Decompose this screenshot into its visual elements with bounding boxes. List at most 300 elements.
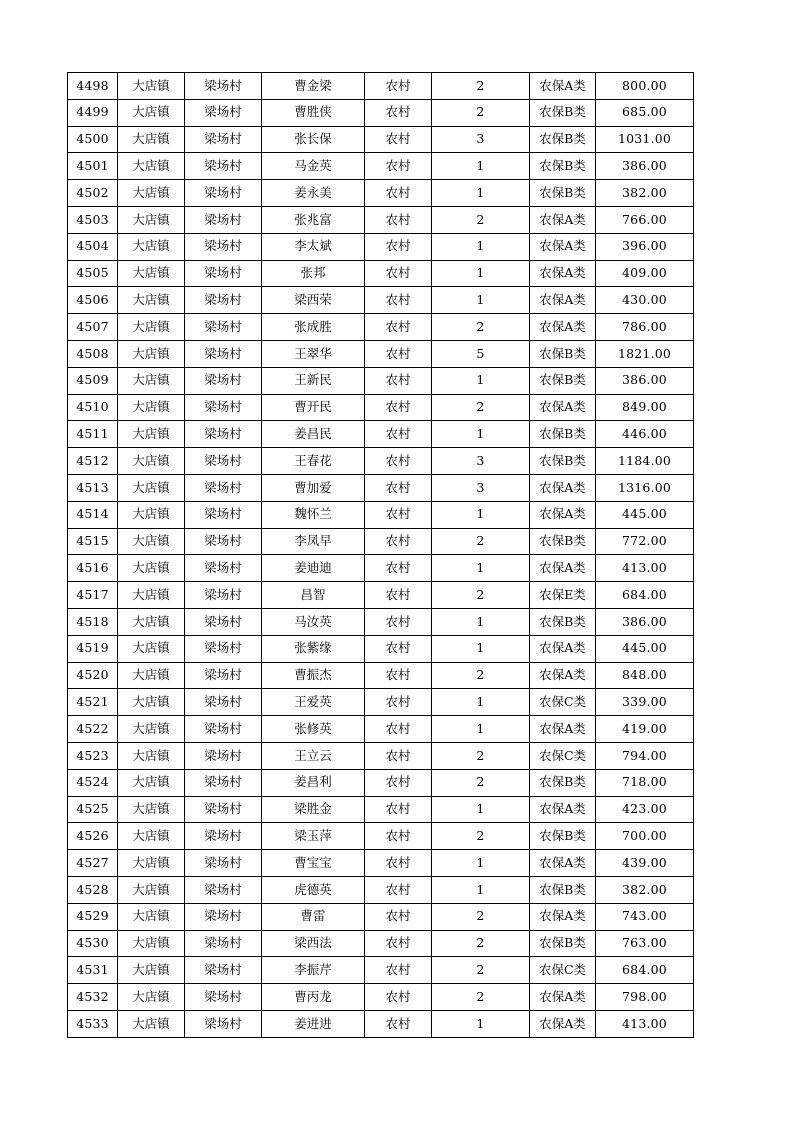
name-cell: 王爱英 bbox=[262, 689, 365, 716]
area-type-cell: 农村 bbox=[365, 73, 432, 100]
amount-cell: 386.00 bbox=[596, 367, 694, 394]
town-cell: 大店镇 bbox=[118, 850, 185, 877]
area-type-cell: 农村 bbox=[365, 689, 432, 716]
area-type-cell: 农村 bbox=[365, 260, 432, 287]
town-cell: 大店镇 bbox=[118, 796, 185, 823]
insurance-category-cell: 农保B类 bbox=[530, 769, 596, 796]
village-cell: 梁场村 bbox=[185, 850, 262, 877]
town-cell: 大店镇 bbox=[118, 984, 185, 1011]
name-cell: 曹振杰 bbox=[262, 662, 365, 689]
village-cell: 梁场村 bbox=[185, 903, 262, 930]
area-type-cell: 农村 bbox=[365, 206, 432, 233]
area-type-cell: 农村 bbox=[365, 180, 432, 207]
town-cell: 大店镇 bbox=[118, 608, 185, 635]
household-count-cell: 2 bbox=[432, 662, 530, 689]
area-type-cell: 农村 bbox=[365, 823, 432, 850]
row-number: 4522 bbox=[68, 716, 118, 743]
town-cell: 大店镇 bbox=[118, 1010, 185, 1037]
town-cell: 大店镇 bbox=[118, 153, 185, 180]
table-row bbox=[68, 501, 694, 528]
town-cell: 大店镇 bbox=[118, 582, 185, 609]
town-cell: 大店镇 bbox=[118, 957, 185, 984]
village-cell: 梁场村 bbox=[185, 206, 262, 233]
row-number: 4531 bbox=[68, 957, 118, 984]
insurance-category-cell: 农保B类 bbox=[530, 608, 596, 635]
table-row bbox=[68, 582, 694, 609]
insurance-category-cell: 农保B类 bbox=[530, 823, 596, 850]
village-cell: 梁场村 bbox=[185, 367, 262, 394]
row-number: 4516 bbox=[68, 555, 118, 582]
row-number: 4508 bbox=[68, 340, 118, 367]
amount-cell: 413.00 bbox=[596, 555, 694, 582]
insurance-category-cell: 农保B类 bbox=[530, 448, 596, 475]
name-cell: 姜迪迪 bbox=[262, 555, 365, 582]
row-number: 4532 bbox=[68, 984, 118, 1011]
insurance-category-cell: 农保B类 bbox=[530, 876, 596, 903]
area-type-cell: 农村 bbox=[365, 769, 432, 796]
table-row bbox=[68, 769, 694, 796]
village-cell: 梁场村 bbox=[185, 448, 262, 475]
table-row bbox=[68, 984, 694, 1011]
household-count-cell: 1 bbox=[432, 233, 530, 260]
table-row bbox=[68, 448, 694, 475]
table-row bbox=[68, 314, 694, 341]
village-cell: 梁场村 bbox=[185, 876, 262, 903]
household-count-cell: 5 bbox=[432, 340, 530, 367]
amount-cell: 1821.00 bbox=[596, 340, 694, 367]
amount-cell: 445.00 bbox=[596, 635, 694, 662]
name-cell: 张成胜 bbox=[262, 314, 365, 341]
area-type-cell: 农村 bbox=[365, 367, 432, 394]
insurance-category-cell: 农保B类 bbox=[530, 126, 596, 153]
name-cell: 曹开民 bbox=[262, 394, 365, 421]
table-row bbox=[68, 126, 694, 153]
insurance-category-cell: 农保B类 bbox=[530, 528, 596, 555]
area-type-cell: 农村 bbox=[365, 903, 432, 930]
household-count-cell: 3 bbox=[432, 126, 530, 153]
village-cell: 梁场村 bbox=[185, 716, 262, 743]
amount-cell: 1316.00 bbox=[596, 474, 694, 501]
amount-cell: 339.00 bbox=[596, 689, 694, 716]
village-cell: 梁场村 bbox=[185, 555, 262, 582]
village-cell: 梁场村 bbox=[185, 394, 262, 421]
amount-cell: 766.00 bbox=[596, 206, 694, 233]
household-count-cell: 2 bbox=[432, 73, 530, 100]
name-cell: 姜昌利 bbox=[262, 769, 365, 796]
town-cell: 大店镇 bbox=[118, 689, 185, 716]
row-number: 4512 bbox=[68, 448, 118, 475]
area-type-cell: 农村 bbox=[365, 796, 432, 823]
name-cell: 曹加爱 bbox=[262, 474, 365, 501]
village-cell: 梁场村 bbox=[185, 314, 262, 341]
area-type-cell: 农村 bbox=[365, 957, 432, 984]
table-row bbox=[68, 662, 694, 689]
row-number: 4521 bbox=[68, 689, 118, 716]
household-count-cell: 1 bbox=[432, 635, 530, 662]
household-count-cell: 1 bbox=[432, 716, 530, 743]
area-type-cell: 农村 bbox=[365, 474, 432, 501]
household-count-cell: 1 bbox=[432, 287, 530, 314]
table-row bbox=[68, 823, 694, 850]
area-type-cell: 农村 bbox=[365, 1010, 432, 1037]
row-number: 4513 bbox=[68, 474, 118, 501]
village-cell: 梁场村 bbox=[185, 474, 262, 501]
row-number: 4510 bbox=[68, 394, 118, 421]
amount-cell: 1184.00 bbox=[596, 448, 694, 475]
table-row bbox=[68, 957, 694, 984]
table-row bbox=[68, 555, 694, 582]
town-cell: 大店镇 bbox=[118, 448, 185, 475]
town-cell: 大店镇 bbox=[118, 823, 185, 850]
area-type-cell: 农村 bbox=[365, 314, 432, 341]
row-number: 4514 bbox=[68, 501, 118, 528]
name-cell: 曹丙龙 bbox=[262, 984, 365, 1011]
area-type-cell: 农村 bbox=[365, 448, 432, 475]
name-cell: 姜永美 bbox=[262, 180, 365, 207]
village-cell: 梁场村 bbox=[185, 153, 262, 180]
name-cell: 张紫缘 bbox=[262, 635, 365, 662]
name-cell: 魏怀兰 bbox=[262, 501, 365, 528]
row-number: 4502 bbox=[68, 180, 118, 207]
table-row bbox=[68, 716, 694, 743]
amount-cell: 786.00 bbox=[596, 314, 694, 341]
row-number: 4507 bbox=[68, 314, 118, 341]
amount-cell: 798.00 bbox=[596, 984, 694, 1011]
village-cell: 梁场村 bbox=[185, 73, 262, 100]
household-count-cell: 2 bbox=[432, 903, 530, 930]
amount-cell: 743.00 bbox=[596, 903, 694, 930]
name-cell: 梁西荣 bbox=[262, 287, 365, 314]
table-row bbox=[68, 260, 694, 287]
name-cell: 张邦 bbox=[262, 260, 365, 287]
table-row bbox=[68, 796, 694, 823]
insurance-category-cell: 农保A类 bbox=[530, 662, 596, 689]
area-type-cell: 农村 bbox=[365, 421, 432, 448]
name-cell: 梁胜金 bbox=[262, 796, 365, 823]
table-row bbox=[68, 421, 694, 448]
town-cell: 大店镇 bbox=[118, 99, 185, 126]
amount-cell: 430.00 bbox=[596, 287, 694, 314]
table-row bbox=[68, 206, 694, 233]
insurance-category-cell: 农保A类 bbox=[530, 206, 596, 233]
table-row bbox=[68, 180, 694, 207]
amount-cell: 446.00 bbox=[596, 421, 694, 448]
household-count-cell: 2 bbox=[432, 957, 530, 984]
town-cell: 大店镇 bbox=[118, 260, 185, 287]
household-count-cell: 2 bbox=[432, 984, 530, 1011]
household-count-cell: 2 bbox=[432, 206, 530, 233]
area-type-cell: 农村 bbox=[365, 662, 432, 689]
amount-cell: 763.00 bbox=[596, 930, 694, 957]
name-cell: 昌智 bbox=[262, 582, 365, 609]
row-number: 4520 bbox=[68, 662, 118, 689]
table-row bbox=[68, 233, 694, 260]
insurance-category-cell: 农保B类 bbox=[530, 340, 596, 367]
row-number: 4529 bbox=[68, 903, 118, 930]
row-number: 4511 bbox=[68, 421, 118, 448]
household-count-cell: 1 bbox=[432, 501, 530, 528]
name-cell: 姜进进 bbox=[262, 1010, 365, 1037]
household-count-cell: 1 bbox=[432, 1010, 530, 1037]
village-cell: 梁场村 bbox=[185, 126, 262, 153]
insurance-category-cell: 农保B类 bbox=[530, 99, 596, 126]
name-cell: 姜昌民 bbox=[262, 421, 365, 448]
area-type-cell: 农村 bbox=[365, 635, 432, 662]
village-cell: 梁场村 bbox=[185, 796, 262, 823]
insurance-category-cell: 农保A类 bbox=[530, 314, 596, 341]
area-type-cell: 农村 bbox=[365, 153, 432, 180]
household-count-cell: 1 bbox=[432, 260, 530, 287]
table-row bbox=[68, 367, 694, 394]
area-type-cell: 农村 bbox=[365, 555, 432, 582]
area-type-cell: 农村 bbox=[365, 126, 432, 153]
row-number: 4505 bbox=[68, 260, 118, 287]
village-cell: 梁场村 bbox=[185, 769, 262, 796]
town-cell: 大店镇 bbox=[118, 903, 185, 930]
town-cell: 大店镇 bbox=[118, 287, 185, 314]
table-row bbox=[68, 608, 694, 635]
amount-cell: 794.00 bbox=[596, 742, 694, 769]
area-type-cell: 农村 bbox=[365, 340, 432, 367]
table-row bbox=[68, 394, 694, 421]
insurance-category-cell: 农保A类 bbox=[530, 233, 596, 260]
household-count-cell: 2 bbox=[432, 930, 530, 957]
village-cell: 梁场村 bbox=[185, 608, 262, 635]
insurance-category-cell: 农保B类 bbox=[530, 180, 596, 207]
name-cell: 李凤早 bbox=[262, 528, 365, 555]
amount-cell: 382.00 bbox=[596, 876, 694, 903]
household-count-cell: 2 bbox=[432, 769, 530, 796]
insurance-category-cell: 农保A类 bbox=[530, 635, 596, 662]
household-count-cell: 1 bbox=[432, 796, 530, 823]
row-number: 4519 bbox=[68, 635, 118, 662]
town-cell: 大店镇 bbox=[118, 394, 185, 421]
village-cell: 梁场村 bbox=[185, 582, 262, 609]
village-cell: 梁场村 bbox=[185, 984, 262, 1011]
town-cell: 大店镇 bbox=[118, 340, 185, 367]
table-row bbox=[68, 528, 694, 555]
table-body bbox=[68, 73, 694, 1038]
amount-cell: 848.00 bbox=[596, 662, 694, 689]
area-type-cell: 农村 bbox=[365, 930, 432, 957]
name-cell: 虎德英 bbox=[262, 876, 365, 903]
insurance-category-cell: 农保A类 bbox=[530, 260, 596, 287]
town-cell: 大店镇 bbox=[118, 367, 185, 394]
village-cell: 梁场村 bbox=[185, 528, 262, 555]
insurance-category-cell: 农保B类 bbox=[530, 153, 596, 180]
amount-cell: 439.00 bbox=[596, 850, 694, 877]
household-count-cell: 1 bbox=[432, 608, 530, 635]
village-cell: 梁场村 bbox=[185, 1010, 262, 1037]
table-row bbox=[68, 287, 694, 314]
area-type-cell: 农村 bbox=[365, 582, 432, 609]
village-cell: 梁场村 bbox=[185, 635, 262, 662]
row-number: 4503 bbox=[68, 206, 118, 233]
table-row bbox=[68, 99, 694, 126]
insurance-category-cell: 农保A类 bbox=[530, 555, 596, 582]
amount-cell: 413.00 bbox=[596, 1010, 694, 1037]
town-cell: 大店镇 bbox=[118, 769, 185, 796]
table-row bbox=[68, 1010, 694, 1037]
village-cell: 梁场村 bbox=[185, 180, 262, 207]
village-cell: 梁场村 bbox=[185, 689, 262, 716]
insurance-category-cell: 农保A类 bbox=[530, 474, 596, 501]
insurance-category-cell: 农保A类 bbox=[530, 716, 596, 743]
amount-cell: 684.00 bbox=[596, 582, 694, 609]
area-type-cell: 农村 bbox=[365, 287, 432, 314]
name-cell: 曹金梁 bbox=[262, 73, 365, 100]
row-number: 4526 bbox=[68, 823, 118, 850]
household-count-cell: 2 bbox=[432, 394, 530, 421]
town-cell: 大店镇 bbox=[118, 528, 185, 555]
town-cell: 大店镇 bbox=[118, 716, 185, 743]
name-cell: 梁西法 bbox=[262, 930, 365, 957]
row-number: 4517 bbox=[68, 582, 118, 609]
insurance-category-cell: 农保A类 bbox=[530, 796, 596, 823]
area-type-cell: 农村 bbox=[365, 528, 432, 555]
village-cell: 梁场村 bbox=[185, 662, 262, 689]
town-cell: 大店镇 bbox=[118, 180, 185, 207]
insurance-category-cell: 农保A类 bbox=[530, 501, 596, 528]
name-cell: 马金英 bbox=[262, 153, 365, 180]
name-cell: 王立云 bbox=[262, 742, 365, 769]
row-number: 4498 bbox=[68, 73, 118, 100]
row-number: 4523 bbox=[68, 742, 118, 769]
area-type-cell: 农村 bbox=[365, 984, 432, 1011]
amount-cell: 1031.00 bbox=[596, 126, 694, 153]
name-cell: 曹雷 bbox=[262, 903, 365, 930]
amount-cell: 386.00 bbox=[596, 608, 694, 635]
row-number: 4524 bbox=[68, 769, 118, 796]
area-type-cell: 农村 bbox=[365, 394, 432, 421]
name-cell: 王春花 bbox=[262, 448, 365, 475]
name-cell: 张修英 bbox=[262, 716, 365, 743]
table-row bbox=[68, 742, 694, 769]
household-count-cell: 2 bbox=[432, 742, 530, 769]
town-cell: 大店镇 bbox=[118, 742, 185, 769]
household-count-cell: 1 bbox=[432, 555, 530, 582]
area-type-cell: 农村 bbox=[365, 608, 432, 635]
village-cell: 梁场村 bbox=[185, 99, 262, 126]
amount-cell: 800.00 bbox=[596, 73, 694, 100]
insurance-category-cell: 农保C类 bbox=[530, 742, 596, 769]
name-cell: 李振芹 bbox=[262, 957, 365, 984]
area-type-cell: 农村 bbox=[365, 742, 432, 769]
insurance-category-cell: 农保A类 bbox=[530, 984, 596, 1011]
village-cell: 梁场村 bbox=[185, 742, 262, 769]
town-cell: 大店镇 bbox=[118, 635, 185, 662]
table-row bbox=[68, 876, 694, 903]
row-number: 4501 bbox=[68, 153, 118, 180]
town-cell: 大店镇 bbox=[118, 930, 185, 957]
household-count-cell: 2 bbox=[432, 99, 530, 126]
village-cell: 梁场村 bbox=[185, 340, 262, 367]
town-cell: 大店镇 bbox=[118, 501, 185, 528]
village-cell: 梁场村 bbox=[185, 823, 262, 850]
town-cell: 大店镇 bbox=[118, 233, 185, 260]
household-count-cell: 1 bbox=[432, 689, 530, 716]
row-number: 4527 bbox=[68, 850, 118, 877]
name-cell: 曹宝宝 bbox=[262, 850, 365, 877]
area-type-cell: 农村 bbox=[365, 233, 432, 260]
town-cell: 大店镇 bbox=[118, 206, 185, 233]
village-cell: 梁场村 bbox=[185, 930, 262, 957]
town-cell: 大店镇 bbox=[118, 314, 185, 341]
name-cell: 张长保 bbox=[262, 126, 365, 153]
household-count-cell: 2 bbox=[432, 528, 530, 555]
insurance-category-cell: 农保A类 bbox=[530, 850, 596, 877]
town-cell: 大店镇 bbox=[118, 474, 185, 501]
amount-cell: 382.00 bbox=[596, 180, 694, 207]
table-row bbox=[68, 903, 694, 930]
row-number: 4506 bbox=[68, 287, 118, 314]
household-count-cell: 1 bbox=[432, 367, 530, 394]
amount-cell: 409.00 bbox=[596, 260, 694, 287]
household-count-cell: 1 bbox=[432, 180, 530, 207]
row-number: 4528 bbox=[68, 876, 118, 903]
table-row bbox=[68, 689, 694, 716]
insurance-category-cell: 农保A类 bbox=[530, 73, 596, 100]
area-type-cell: 农村 bbox=[365, 876, 432, 903]
insurance-category-cell: 农保C类 bbox=[530, 689, 596, 716]
row-number: 4518 bbox=[68, 608, 118, 635]
household-count-cell: 1 bbox=[432, 421, 530, 448]
amount-cell: 386.00 bbox=[596, 153, 694, 180]
village-cell: 梁场村 bbox=[185, 501, 262, 528]
insurance-category-cell: 农保A类 bbox=[530, 903, 596, 930]
town-cell: 大店镇 bbox=[118, 126, 185, 153]
area-type-cell: 农村 bbox=[365, 99, 432, 126]
household-count-cell: 3 bbox=[432, 448, 530, 475]
name-cell: 马汝英 bbox=[262, 608, 365, 635]
row-number: 4533 bbox=[68, 1010, 118, 1037]
household-count-cell: 1 bbox=[432, 876, 530, 903]
amount-cell: 718.00 bbox=[596, 769, 694, 796]
village-cell: 梁场村 bbox=[185, 421, 262, 448]
household-count-cell: 2 bbox=[432, 823, 530, 850]
row-number: 4504 bbox=[68, 233, 118, 260]
village-cell: 梁场村 bbox=[185, 233, 262, 260]
table-row bbox=[68, 850, 694, 877]
table-row bbox=[68, 474, 694, 501]
row-number: 4525 bbox=[68, 796, 118, 823]
town-cell: 大店镇 bbox=[118, 421, 185, 448]
household-count-cell: 3 bbox=[432, 474, 530, 501]
town-cell: 大店镇 bbox=[118, 73, 185, 100]
name-cell: 曹胜侠 bbox=[262, 99, 365, 126]
household-count-cell: 1 bbox=[432, 153, 530, 180]
row-number: 4515 bbox=[68, 528, 118, 555]
insurance-category-cell: 农保C类 bbox=[530, 957, 596, 984]
table-row bbox=[68, 153, 694, 180]
town-cell: 大店镇 bbox=[118, 555, 185, 582]
name-cell: 张兆富 bbox=[262, 206, 365, 233]
village-cell: 梁场村 bbox=[185, 287, 262, 314]
amount-cell: 700.00 bbox=[596, 823, 694, 850]
amount-cell: 772.00 bbox=[596, 528, 694, 555]
row-number: 4500 bbox=[68, 126, 118, 153]
row-number: 4499 bbox=[68, 99, 118, 126]
household-count-cell: 1 bbox=[432, 850, 530, 877]
insurance-category-cell: 农保B类 bbox=[530, 421, 596, 448]
table-row bbox=[68, 73, 694, 100]
row-number: 4509 bbox=[68, 367, 118, 394]
insurance-category-cell: 农保B类 bbox=[530, 930, 596, 957]
insurance-category-cell: 农保B类 bbox=[530, 367, 596, 394]
name-cell: 王新民 bbox=[262, 367, 365, 394]
village-cell: 梁场村 bbox=[185, 957, 262, 984]
name-cell: 李太斌 bbox=[262, 233, 365, 260]
